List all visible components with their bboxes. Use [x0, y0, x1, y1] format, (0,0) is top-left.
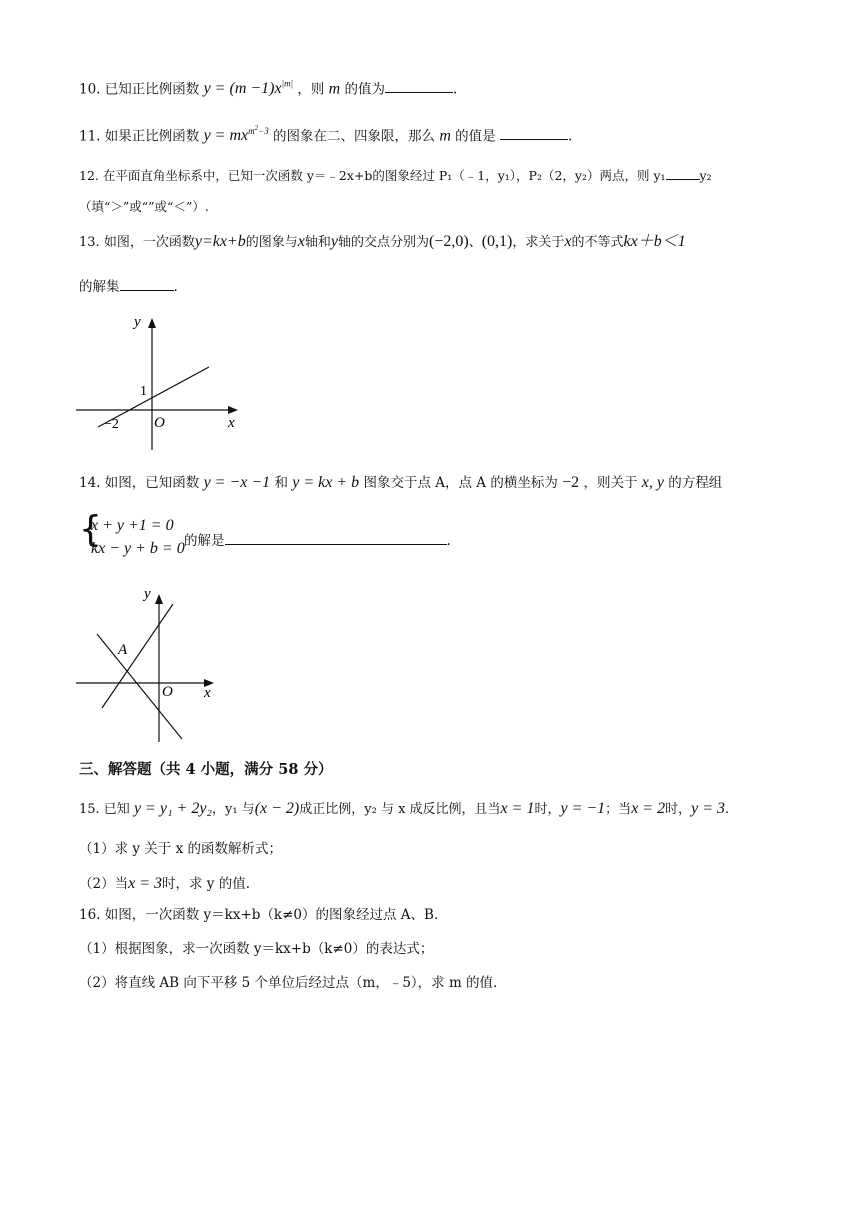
answer-blank: [225, 532, 447, 545]
y-label: y: [134, 314, 141, 330]
answer-blank: [500, 127, 568, 140]
question-16-sub2: （2）将直线 AB 向下平移 5 个单位后经过点（m，﹣5），求 m 的值.: [79, 975, 498, 991]
question-12-line2: （填“＞”或“”或“＜”）.: [79, 199, 209, 214]
y-intercept-label: 1: [140, 384, 147, 399]
y-label: y: [144, 586, 151, 602]
question-16: 16. 如图，一次函数 y＝kx+b（k≠0）的图象经过点 A、B.: [79, 907, 439, 923]
figure-q13: [76, 310, 246, 455]
origin-label: O: [154, 415, 165, 431]
figure-q14: [76, 582, 226, 747]
question-15-sub2: （2）当x = 3时，求 y 的值.: [79, 875, 251, 892]
x-intercept-label: −2: [104, 417, 119, 432]
question-14: 14. 如图，已知函数 y = −x −1 和 y = kx + b 图象交于点 A，点 A 的横坐标为 −2 ，则关于 x, y 的方程组: [79, 474, 723, 491]
question-13-line2: 的解集 .: [79, 279, 178, 295]
question-15: 15. 已知 y = y₁ + 2y₂，y₁ 与(x − 2)成正比例，y₂ 与 x 成反比例，且当x = 1时，y = −1；当x = 2时，y = 3.: [79, 800, 730, 817]
formula-q10: $y = (m -1)x^{|m|}$: [203, 79, 294, 98]
formula-q11: $y = mx^{m^2-3}$: [203, 124, 269, 145]
x-axis-arrow: [228, 406, 238, 414]
answer-blank: [385, 80, 453, 93]
origin-label: O: [162, 684, 173, 700]
answer-blank: [666, 167, 700, 180]
equation-2: kx − y + b = 0: [91, 540, 185, 557]
y-axis-arrow: [155, 594, 163, 604]
question-14-tail: 的解是 .: [184, 533, 451, 549]
section-3-heading: 三、解答题（共 4 小题，满分 58 分）: [79, 761, 333, 778]
question-13: 13. 如图，一次函数y=kx+b的图象与x轴和y轴的交点分别为(−2,0)、(0,1)，求关于x的不等式kx＋b＜1: [79, 233, 686, 250]
equation-1: x + y +1 = 0: [91, 517, 174, 534]
system-brace: {: [79, 509, 102, 550]
question-15-sub1: （1）求 y 关于 x 的函数解析式；: [79, 841, 282, 857]
x-label: x: [204, 685, 211, 701]
question-16-sub1: （1）根据图象，求一次函数 y＝kx+b（k≠0）的表达式；: [79, 941, 434, 957]
question-11: 11. 如果正比例函数 $y = mx^{m^2-3}$ 的图象在二、四象限，那么 m 的值是 .: [79, 124, 573, 145]
question-12: 12. 在平面直角坐标系中，已知一次函数 y＝﹣2x+b的图象经过 P₁（﹣1，y₁），P₂（2，y₂）两点，则 y₁ y₂: [79, 168, 712, 183]
y-axis-arrow: [148, 318, 156, 328]
question-10: 10. 已知正比例函数 $y = (m -1)x^{|m|}$ ，则 m 的值为 .: [79, 79, 458, 98]
answer-blank: [120, 278, 174, 291]
point-a-label: A: [118, 642, 128, 658]
x-label: x: [228, 415, 235, 431]
